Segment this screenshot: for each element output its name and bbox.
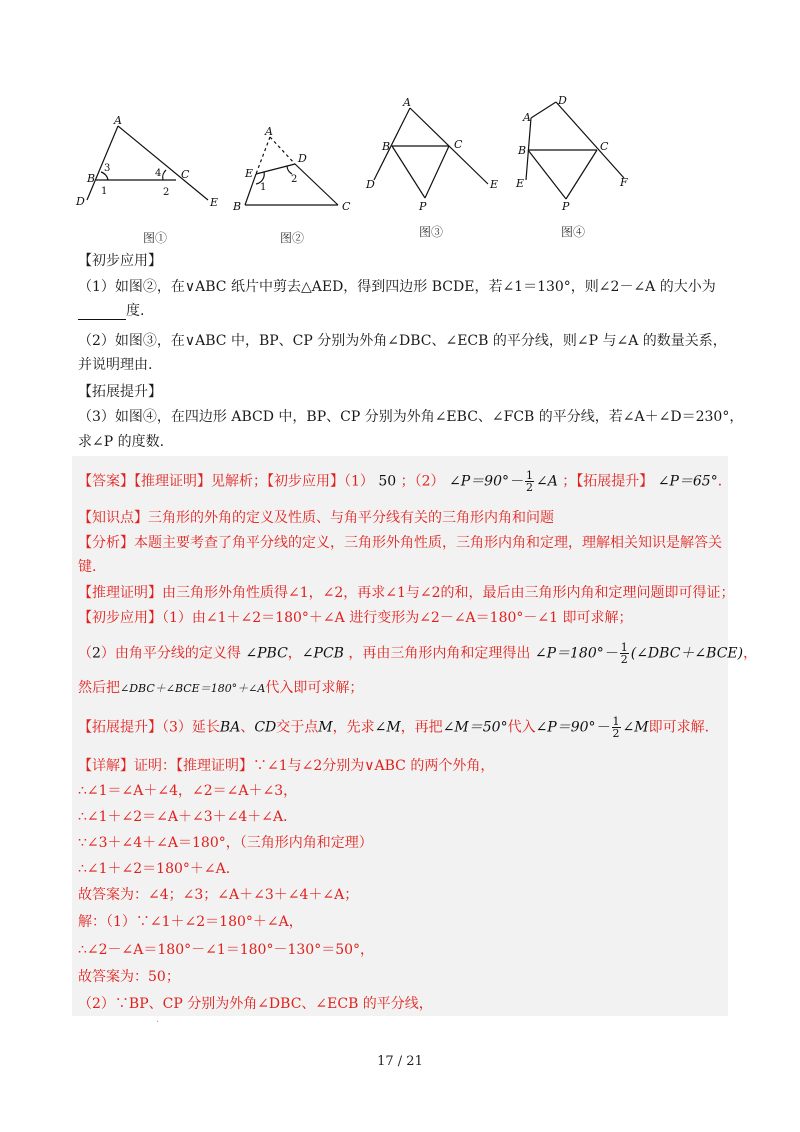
fig4-label-f: F: [620, 176, 628, 189]
detail-line-1: 【详解】证明：【推理证明】∵∠1与∠2分别为∨ABC 的两个外角，: [78, 758, 495, 774]
answer-sep: ；（2）: [400, 473, 445, 490]
figure-4: [526, 102, 624, 199]
figure-4-caption: 图④: [561, 225, 586, 239]
detail-line-9: 故答案为：50；: [78, 969, 180, 985]
ext-a: 交于点: [276, 719, 319, 736]
outline-text-a: ）由角平分线的定义得: [100, 645, 241, 662]
formula-sum: (∠DBC＋∠BCE): [630, 645, 744, 662]
angle-pbc: ∠PBC: [245, 645, 288, 662]
question-1-unit: 度.: [126, 303, 145, 319]
fig4-label-b: B: [518, 144, 527, 157]
fraction-num: 1: [525, 469, 533, 482]
angle-m-value: ∠M＝50°: [442, 719, 508, 736]
extension-outline: [78, 716, 709, 739]
detail-line-5: ∴∠1＋∠2＝180°＋∠A．: [78, 861, 240, 877]
angle-m: ∠M: [374, 719, 401, 736]
angle-m-2: ∠M: [622, 719, 649, 736]
fig1-label-b: B: [87, 172, 96, 185]
answer-end: ．: [717, 473, 732, 490]
figure-3-caption: 图③: [419, 225, 444, 239]
substitution-line: [78, 677, 363, 697]
fig4-label-c: C: [600, 140, 609, 153]
fig2-angle-1: 1: [260, 182, 267, 193]
fig3-label-e: E: [490, 178, 499, 191]
answer-value-1: 50: [378, 473, 397, 490]
answer-summary: [78, 470, 732, 493]
fraction-den: 2: [620, 653, 628, 666]
fraction-den: 2: [612, 727, 620, 740]
comma: ，: [287, 645, 302, 662]
fig2-angle-2: 2: [291, 174, 298, 185]
answer-sep-2: ；【拓展提升】: [562, 473, 654, 490]
fraction-num: 1: [620, 641, 628, 654]
detail-line-6: 故答案为：∠4；∠3；∠A＋∠3＋∠4＋∠A；: [78, 887, 359, 903]
fig4-label-d: D: [558, 94, 567, 107]
question-1-text: [78, 276, 716, 296]
answer-formula-2a: ∠P＝90°－: [449, 473, 523, 490]
sub-formula: ∠DBC＋∠BCE＝180°＋∠A: [120, 682, 266, 695]
ext-c: ，再把: [400, 719, 443, 736]
fig1-angle-2: 2: [163, 187, 170, 198]
detail-line-3: ∴∠1＋∠2＝∠A＋∠3＋∠4＋∠A．: [78, 809, 298, 825]
fig2-label-b: B: [233, 200, 242, 213]
ext-end: 即可求解.: [648, 719, 710, 736]
fig3-label-c: C: [454, 138, 463, 151]
analysis-line-1: 【分析】本题主要考查了角平分线的定义，三角形外角性质，三角形内角和定理，理解相关知识是解答关: [78, 535, 722, 551]
section-heading-initial-application: 【初步应用】: [78, 253, 162, 269]
figure-3: [374, 108, 488, 198]
detail-line-7: 解：（1）∵∠1＋∠2＝180°＋∠A，: [78, 914, 303, 930]
figure-2-caption: 图②: [280, 231, 305, 245]
fig4-label-p: P: [562, 200, 570, 213]
stray-mark: .: [156, 1014, 160, 1025]
knowledge-point: 【知识点】三角形的外角的定义及性质、与角平分线有关的三角形内角和问题: [78, 510, 554, 526]
fraction-half: [525, 470, 534, 493]
figure-1-caption: 图①: [143, 231, 168, 245]
fig1-label-c: C: [181, 168, 190, 181]
question-2-text-cont: 并说明理由.: [78, 357, 153, 373]
paren: （: [78, 645, 92, 662]
fig1-label-a: A: [114, 114, 122, 127]
fig3-label-a: A: [403, 96, 411, 109]
section-heading-extension: 【拓展提升】: [78, 384, 162, 400]
seg-cd: CD: [254, 719, 277, 736]
question-3-text-cont: 求∠P 的度数.: [78, 434, 165, 450]
ext-pre: 【拓展提升】（3）延长: [78, 719, 220, 736]
detail-line-10: （2）∵BP、CP 分别为外角∠DBC、∠ECB 的平分线，: [78, 996, 433, 1012]
fraction-num: 1: [612, 715, 620, 728]
fig2-label-c: C: [342, 200, 351, 213]
fig2-label-a: A: [265, 125, 273, 138]
answer-label: 【答案】【推理证明】见解析；【初步应用】（1）: [78, 473, 374, 490]
detail-line-4b: （三角形内角和定理）: [239, 835, 373, 851]
detail-line-8: ∴∠2－∠A＝180°－∠1＝180°－130°＝50°，: [78, 942, 375, 958]
answer-formula-2b: ∠A: [535, 473, 558, 490]
proof-outline: 【推理证明】由三角形外角性质得∠1，∠2，再求∠1与∠2的和，最后由三角形内角和定理问题即可得证；: [78, 585, 735, 601]
analysis-line-2: 键.: [78, 559, 97, 575]
figure-2: [245, 137, 338, 205]
answer-blank[interactable]: [78, 305, 126, 320]
seg-ba: BA: [219, 719, 241, 736]
fraction-den: 2: [525, 481, 533, 494]
fraction-half-3: [612, 716, 621, 739]
fig1-angle-1: 1: [101, 186, 108, 197]
formula-p: ∠P＝180°－: [534, 645, 618, 662]
answer-formula-3: ∠P＝65°: [657, 473, 718, 490]
question-2-text: （2）如图③，在∨ABC 中，BP、CP 分别为外角∠DBC、∠ECB 的平分线，则∠P 与∠A 的数量关系，: [78, 333, 727, 349]
fraction-half-2: [620, 642, 629, 665]
fig1-angle-3: 3: [104, 163, 111, 174]
detail-line-4a: ∵∠3＋∠4＋∠A＝180°，: [78, 835, 240, 851]
sub-pre: 然后把: [78, 680, 120, 696]
ext-d: 代入: [507, 719, 536, 736]
sep: 、: [240, 719, 255, 736]
part-2-outline: [78, 642, 757, 665]
question-1-line: （1）如图②，在∨ABC 纸片中剪去△AED，得到四边形 BCDE，若∠1＝130°，则∠2－∠A 的大小为: [78, 279, 716, 295]
fig1-angle-4: 4: [155, 168, 162, 179]
fig3-label-d: D: [366, 178, 375, 191]
formula-p2: ∠P＝90°－: [535, 719, 610, 736]
comma-end: ，: [743, 645, 758, 662]
question-3-text: （3）如图④，在四边形 ABCD 中，BP、CP 分别为外角∠EBC、∠FCB 的平分线，若∠A＋∠D＝230°，: [78, 409, 744, 425]
fig2-label-d: D: [298, 152, 307, 165]
part-number: 2: [92, 645, 101, 662]
fig4-label-e: E: [516, 177, 525, 190]
geometry-figures: [0, 0, 800, 250]
fig3-label-b: B: [382, 140, 391, 153]
page-number: 17 / 21: [377, 1054, 423, 1069]
outline-text-b: ，再由三角形内角和定理得出: [348, 645, 531, 662]
fig3-label-p: P: [419, 200, 427, 213]
fig4-label-a: A: [523, 111, 531, 124]
fig1-label-e: E: [210, 196, 219, 209]
ext-b: ，先求: [332, 719, 375, 736]
angle-pcb: ∠PCB: [301, 645, 344, 662]
question-1-answer-line: [78, 300, 144, 320]
detail-line-4: [78, 832, 373, 852]
fig1-label-d: D: [76, 195, 85, 208]
point-m: M: [318, 719, 333, 736]
fig2-label-e: E: [245, 167, 254, 180]
initial-application-outline: 【初步应用】（1）由∠1＋∠2＝180°＋∠A 进行变形为∠2－∠A＝180°－∠1 即可求解；: [78, 610, 633, 626]
sub-end: 代入即可求解；: [265, 680, 364, 696]
detail-line-2: ∴∠1＝∠A＋∠4，∠2＝∠A＋∠3，: [78, 783, 298, 799]
